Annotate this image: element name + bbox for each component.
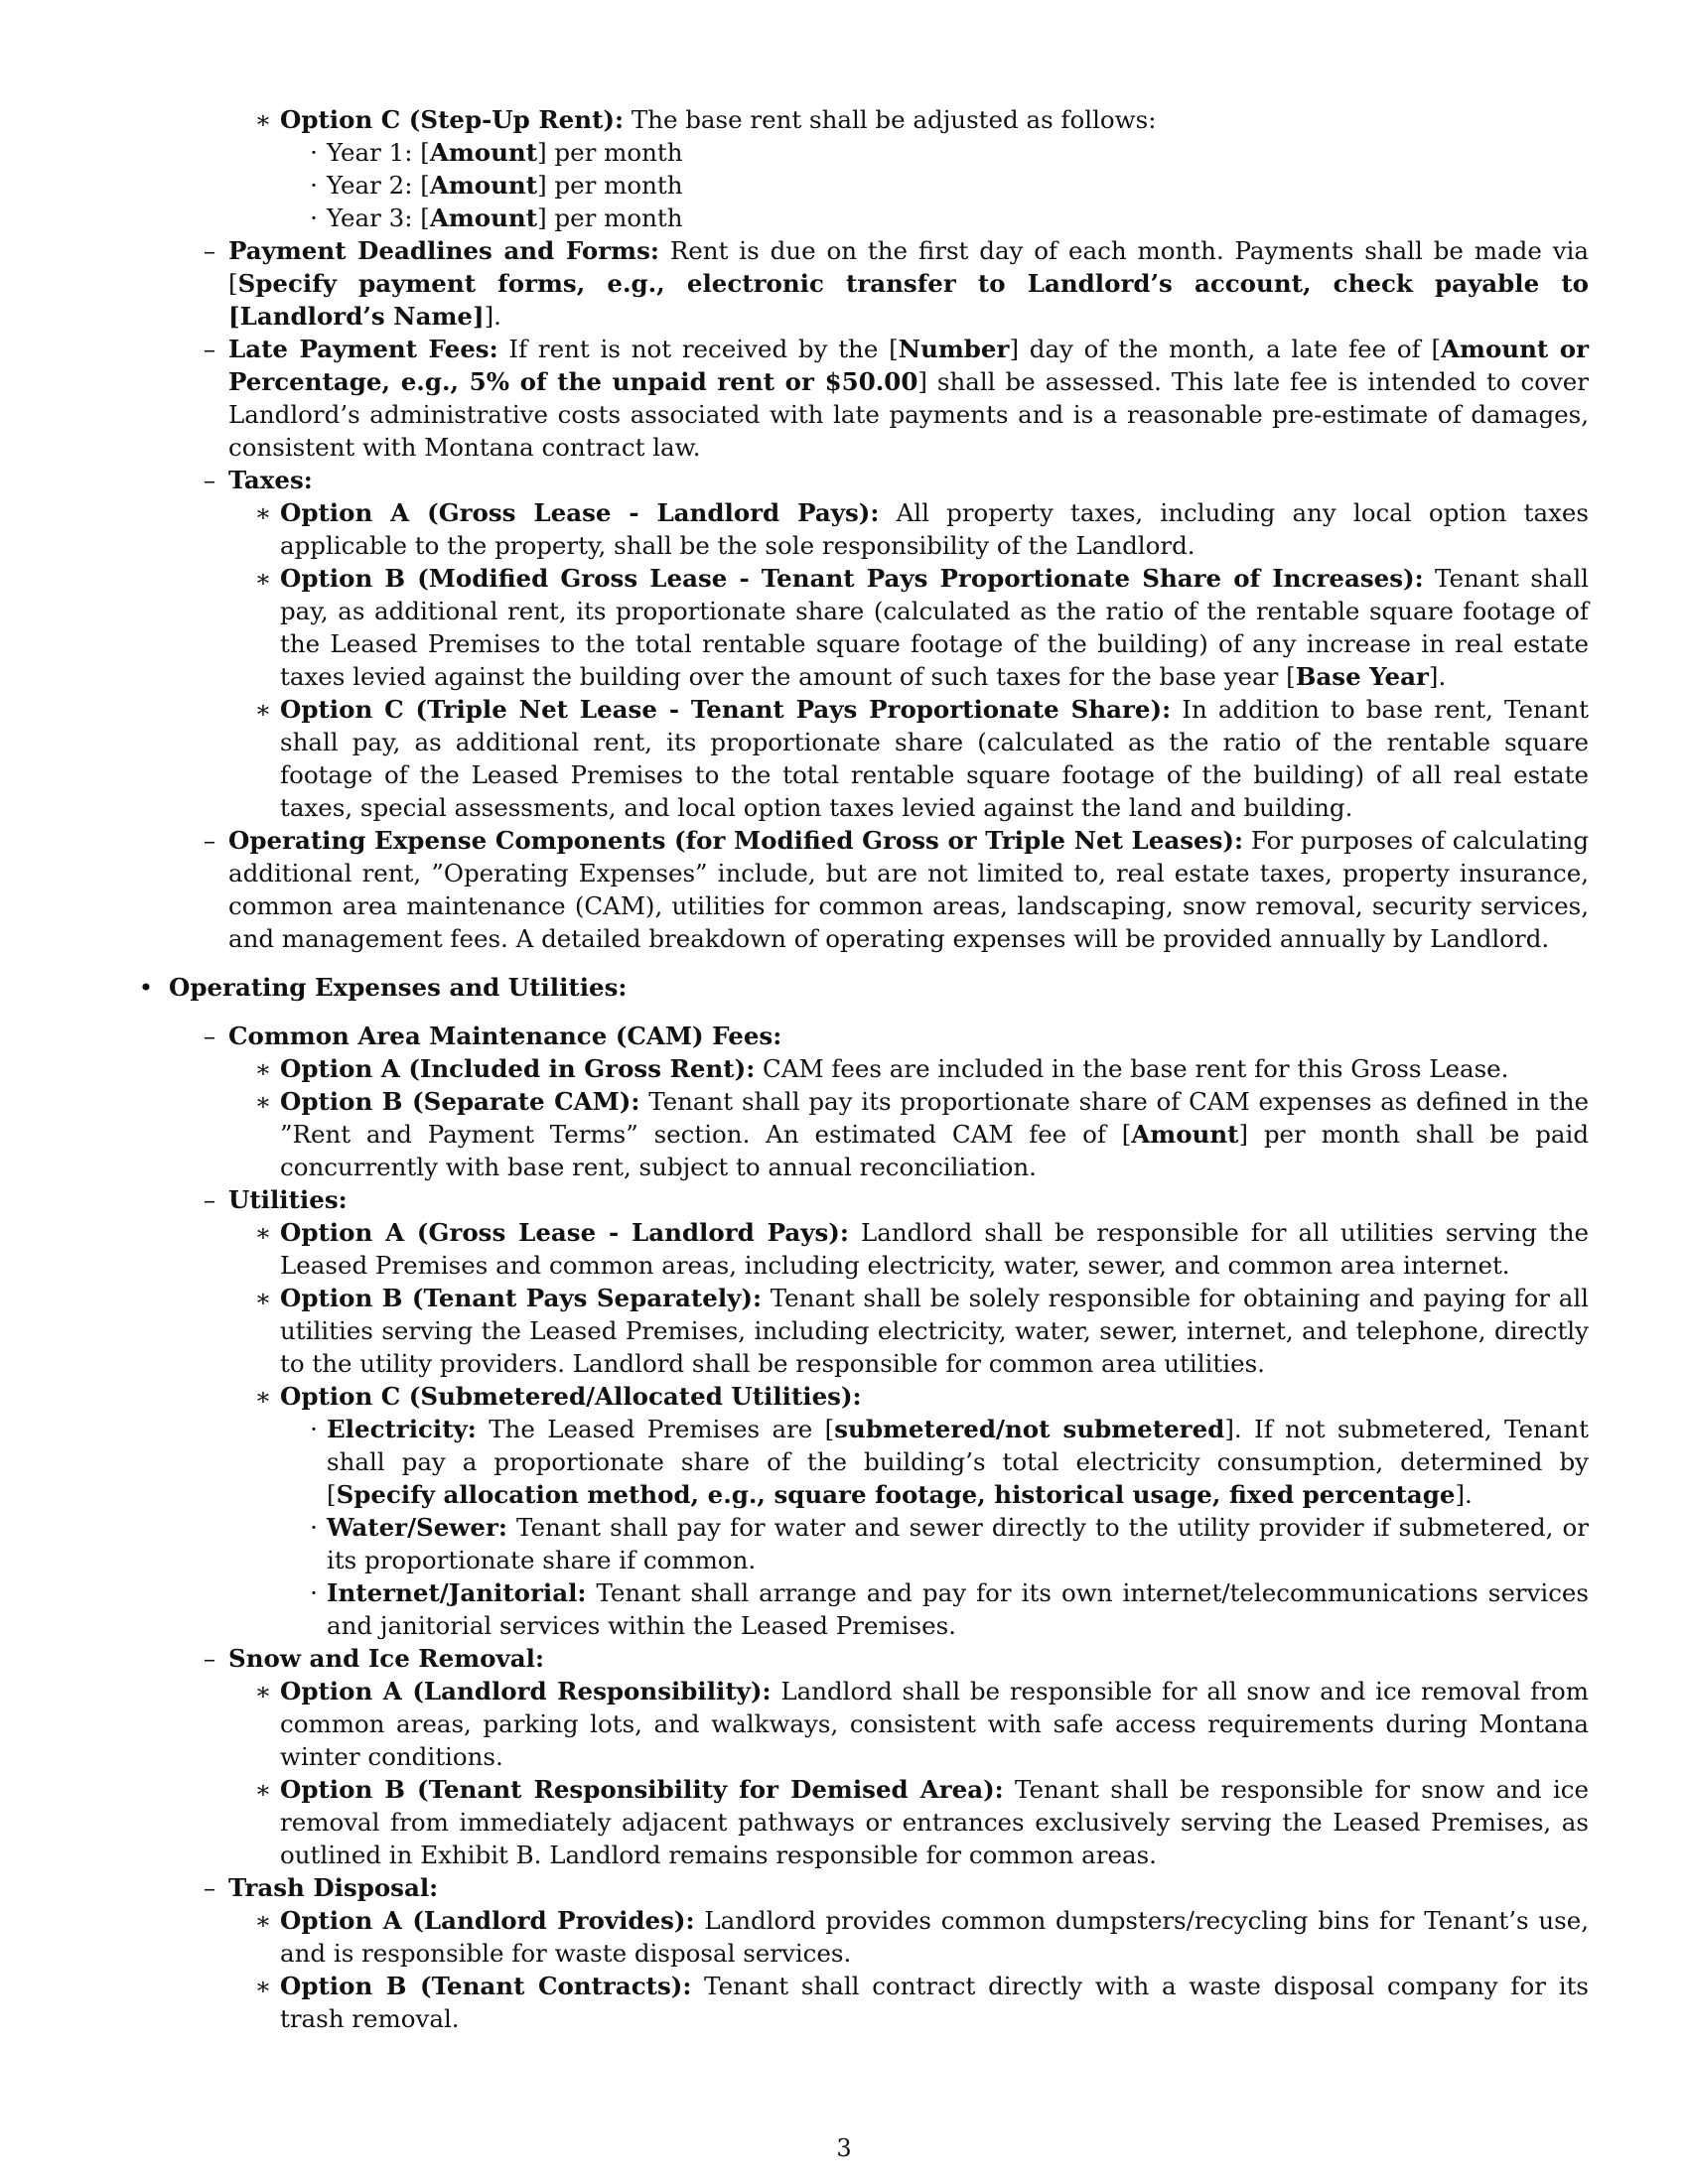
payment-deadlines-item	[203, 234, 1589, 333]
trash-disposal-item	[203, 1871, 1589, 1904]
electricity-subitem	[310, 1413, 1589, 1511]
option-label: Option A (Included in Gross Rent):	[280, 1054, 756, 1083]
option-label: Option B (Tenant Responsibility for Demised Area):	[280, 1775, 1004, 1804]
dash-bullet-icon: –	[203, 1644, 216, 1673]
placeholder-text: Specify allocation method, e.g., square footage, historical usage, fixed percentage	[336, 1480, 1456, 1509]
option-label: Option C (Triple Net Lease - Tenant Pays Proportionate Share):	[280, 695, 1172, 724]
amount-placeholder: Amount	[429, 138, 538, 167]
page-content	[0, 103, 1688, 2035]
item-text: If rent is not received by the [	[497, 335, 899, 363]
subitem-text: The Leased Premises are [	[476, 1415, 835, 1443]
section-heading: Operating Expenses and Utilities:	[169, 973, 628, 1002]
subitem-label: Electricity:	[327, 1415, 477, 1443]
asterisk-bullet-icon: ∗	[254, 498, 272, 527]
cam-option-a	[254, 1052, 1589, 1085]
internet-janitorial-subitem	[310, 1576, 1589, 1642]
asterisk-bullet-icon: ∗	[254, 1218, 272, 1247]
operating-expense-components-item	[203, 824, 1589, 955]
subitem-text: ].	[1455, 1480, 1473, 1509]
option-text: In addition to base rent, Tenant shall pay, as additional rent, its proportionate share (calculated as the ratio of the rentable square footage of the Leased Premises to the total rentable square footage of the building) of all real estate taxes, special assessments, and local option taxes levied against the land and building.	[280, 695, 1589, 822]
option-text: ].	[1428, 662, 1447, 691]
cam-option-b	[254, 1085, 1590, 1183]
dot-bullet-icon: ·	[310, 1415, 318, 1443]
snow-ice-removal-item	[203, 1642, 1589, 1675]
year-text: ] per month	[537, 171, 683, 200]
placeholder-text: Amount or Percentage, e.g., 5% of the unpaid rent or $50.00	[228, 335, 1590, 396]
dot-bullet-icon: ·	[310, 138, 318, 167]
option-text: All property taxes, including any local option taxes applicable to the property, shall be the sole responsibility of the Landlord.	[280, 498, 1589, 560]
trash-option-b	[254, 1970, 1589, 2035]
asterisk-bullet-icon: ∗	[254, 105, 272, 134]
option-text: Tenant shall be solely responsible for obtaining and paying for all utilities serving the Leased Premises, including electricity, water, sewer, internet, and telephone, directly to the utility providers. Landlord shall be responsible for common area utilities.	[280, 1284, 1589, 1378]
amount-placeholder: Amount	[429, 171, 538, 200]
asterisk-bullet-icon: ∗	[254, 1906, 272, 1935]
trash-option-a	[254, 1904, 1589, 1970]
item-text: ] shall be assessed. This late fee is intended to cover Landlord’s administrative costs associated with late payments and is a reasonable pre-estimate of damages, consistent with Montana contract law.	[228, 367, 1589, 462]
asterisk-bullet-icon: ∗	[254, 1284, 272, 1312]
dash-bullet-icon: –	[203, 826, 216, 855]
cam-fees-item	[203, 1020, 1589, 1052]
step-up-year-2	[310, 169, 1589, 202]
taxes-option-c	[254, 693, 1589, 824]
item-label: Taxes:	[228, 466, 313, 494]
utilities-option-c	[254, 1380, 1589, 1413]
option-label: Option B (Separate CAM):	[280, 1087, 640, 1116]
option-text: Landlord shall be responsible for all snow and ice removal from common areas, parking lots, and walkways, consistent with safe access requirements during Montana winter conditions.	[280, 1677, 1590, 1771]
year-text: Year 3: [	[327, 204, 430, 232]
asterisk-bullet-icon: ∗	[254, 695, 272, 724]
option-text: CAM fees are included in the base rent for this Gross Lease.	[755, 1054, 1509, 1083]
asterisk-bullet-icon: ∗	[254, 1087, 272, 1116]
asterisk-bullet-icon: ∗	[254, 1972, 272, 2000]
item-label: Late Payment Fees:	[228, 335, 498, 363]
step-up-year-3	[310, 202, 1589, 234]
subitem-label: Water/Sewer:	[327, 1513, 507, 1542]
option-text: The base rent shall be adjusted as follows:	[624, 105, 1157, 134]
item-text: ] day of the month, a late fee of [	[1009, 335, 1442, 363]
item-text: Rent is due on the first day of each month. Payments shall be made via [	[228, 236, 1589, 298]
option-text: Tenant shall contract directly with a waste disposal company for its trash removal.	[280, 1972, 1589, 2033]
subitem-text: Tenant shall pay for water and sewer directly to the utility provider if submetered, or its proportionate share if common.	[327, 1513, 1589, 1574]
utilities-option-a	[254, 1216, 1589, 1282]
page-number: 3	[836, 2134, 852, 2162]
utilities-item	[203, 1183, 1589, 1216]
asterisk-bullet-icon: ∗	[254, 1054, 272, 1083]
option-label: Option B (Modified Gross Lease - Tenant Pays Proportionate Share of Increases):	[280, 564, 1424, 593]
option-text: Tenant shall pay, as additional rent, its proportionate share (calculated as the ratio of the rentable square footage of the Leased Premises to the total rentable square footage of the building) of any increase in real estate taxes levied against the building over the amount of such taxes for the base year [	[280, 564, 1589, 691]
item-text: ].	[484, 302, 501, 331]
option-label: Option C (Submetered/Allocated Utilities):	[280, 1382, 862, 1411]
item-text: For purposes of calculating additional rent, ”Operating Expenses” include, but are not limited to, real estate taxes, property insurance, common area maintenance (CAM), utilities for common areas, landscaping, snow removal, security services, and management fees. A detailed breakdown of operating expenses will be provided annually by Landlord.	[228, 826, 1589, 953]
dash-bullet-icon: –	[203, 1022, 216, 1050]
option-label: Option A (Gross Lease - Landlord Pays):	[280, 498, 880, 527]
asterisk-bullet-icon: ∗	[254, 1382, 272, 1411]
late-payment-fees-item	[203, 333, 1590, 464]
placeholder-text: Base Year	[1295, 662, 1429, 691]
item-label: Trash Disposal:	[228, 1873, 439, 1902]
item-label: Payment Deadlines and Forms:	[228, 236, 659, 265]
subitem-label: Internet/Janitorial:	[327, 1578, 587, 1607]
option-label: Option B (Tenant Pays Separately):	[280, 1284, 763, 1312]
dot-bullet-icon: ·	[310, 1513, 318, 1542]
round-bullet-icon: •	[138, 973, 154, 1002]
option-label: Option A (Landlord Responsibility):	[280, 1677, 772, 1706]
placeholder-text: Amount	[1131, 1120, 1239, 1149]
option-text: Landlord provides common dumpsters/recycling bins for Tenant’s use, and is responsible for waste disposal services.	[280, 1906, 1589, 1968]
operating-expenses-heading	[138, 971, 1589, 1004]
placeholder-text: Number	[898, 335, 1010, 363]
option-label: Option A (Gross Lease - Landlord Pays):	[280, 1218, 849, 1247]
dash-bullet-icon: –	[203, 466, 216, 494]
taxes-item	[203, 464, 1589, 496]
option-label: Option B (Tenant Contracts):	[280, 1972, 692, 2000]
subitem-text: Tenant shall arrange and pay for its own internet/telecommunications services and janitorial services within the Leased Premises.	[327, 1578, 1589, 1640]
year-text: Year 2: [	[327, 171, 430, 200]
item-label: Operating Expense Components (for Modified Gross or Triple Net Leases):	[228, 826, 1244, 855]
snow-option-a	[254, 1675, 1590, 1773]
asterisk-bullet-icon: ∗	[254, 1677, 272, 1706]
utilities-option-b	[254, 1282, 1589, 1380]
year-text: Year 1: [	[327, 138, 430, 167]
dot-bullet-icon: ·	[310, 204, 318, 232]
option-text: Tenant shall be responsible for snow and ice removal from immediately adjacent pathways or entrances exclusively serving the Leased Premises, as outlined in Exhibit B. Landlord remains responsible for common areas.	[280, 1775, 1589, 1869]
taxes-option-b	[254, 562, 1589, 693]
placeholder-text: Specify payment forms, e.g., electronic transfer to Landlord’s account, check payable to [Landlord’s Name]	[228, 269, 1589, 331]
placeholder-text: submetered/not submetered	[834, 1415, 1225, 1443]
option-label: Option A (Landlord Provides):	[280, 1906, 695, 1935]
dash-bullet-icon: –	[203, 1185, 216, 1214]
snow-option-b	[254, 1773, 1589, 1871]
year-text: ] per month	[537, 204, 683, 232]
dash-bullet-icon: –	[203, 236, 216, 265]
asterisk-bullet-icon: ∗	[254, 1775, 272, 1804]
water-sewer-subitem	[310, 1511, 1589, 1576]
option-text: ] per month shall be paid concurrently with base rent, subject to annual reconciliation.	[280, 1120, 1590, 1181]
step-up-year-1	[310, 136, 1589, 169]
option-text: Tenant shall pay its proportionate share of CAM expenses as defined in the ”Rent and Payment Terms” section. An estimated CAM fee of [	[280, 1087, 1589, 1149]
taxes-option-a	[254, 496, 1589, 562]
item-label: Common Area Maintenance (CAM) Fees:	[228, 1022, 782, 1050]
amount-placeholder: Amount	[429, 204, 538, 232]
year-text: ] per month	[537, 138, 683, 167]
dash-bullet-icon: –	[203, 335, 216, 363]
step-up-rent-option	[254, 103, 1589, 136]
option-label: Option C (Step-Up Rent):	[280, 105, 625, 134]
asterisk-bullet-icon: ∗	[254, 564, 272, 593]
item-label: Snow and Ice Removal:	[228, 1644, 544, 1673]
option-text: Landlord shall be responsible for all utilities serving the Leased Premises and common areas, including electricity, water, sewer, and common area internet.	[280, 1218, 1589, 1280]
dash-bullet-icon: –	[203, 1873, 216, 1902]
item-label: Utilities:	[228, 1185, 348, 1214]
dot-bullet-icon: ·	[310, 1578, 318, 1607]
subitem-text: ]. If not submetered, Tenant shall pay a proportionate share of the building’s total electricity consumption, determined by [	[327, 1415, 1589, 1509]
dot-bullet-icon: ·	[310, 171, 318, 200]
